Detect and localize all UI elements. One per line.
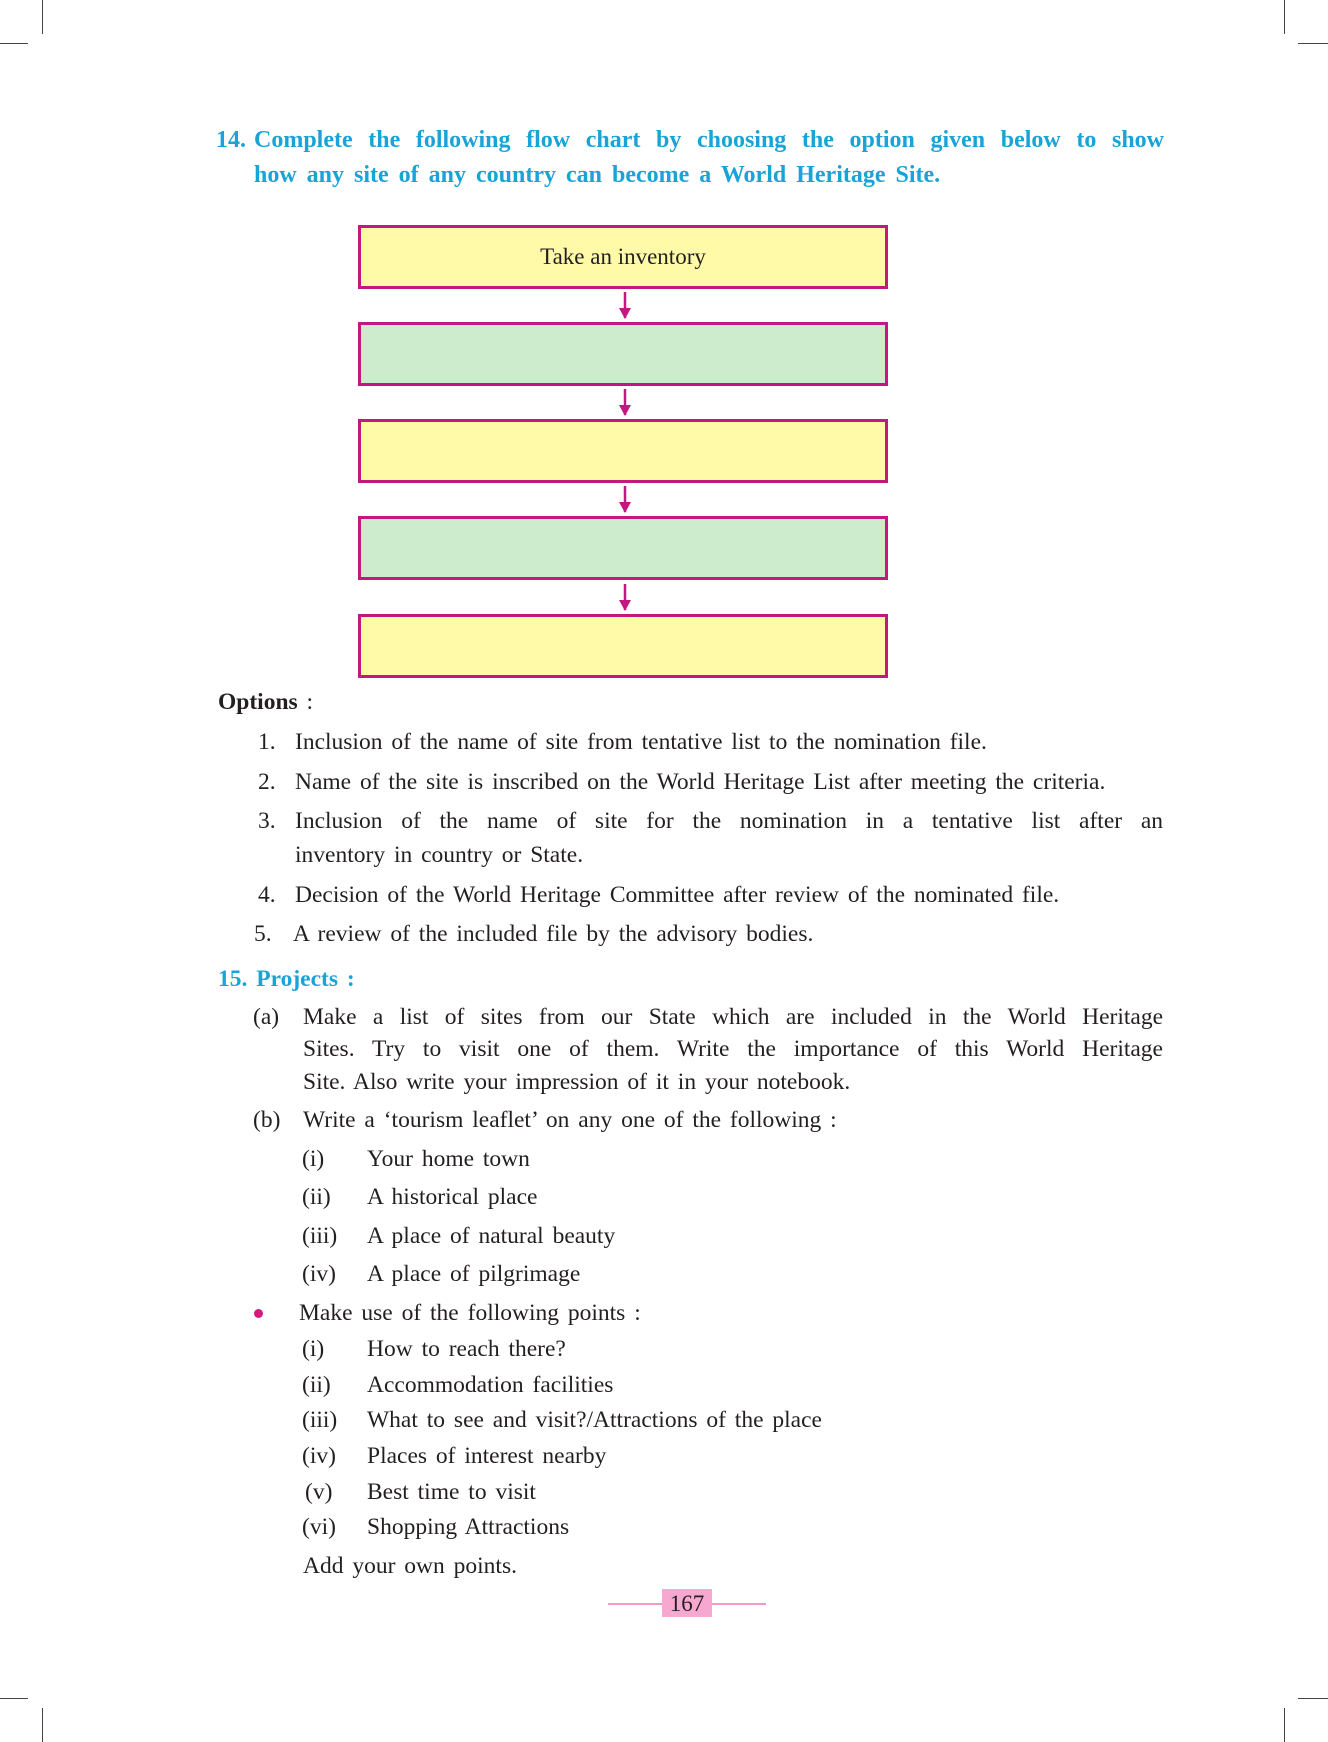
list-item-number: (iv) — [302, 1261, 336, 1287]
flow-box-5[interactable] — [358, 614, 888, 678]
page-number: 167 — [662, 1589, 712, 1617]
list-item-number: (ii) — [302, 1184, 331, 1210]
list-item-number: (v) — [305, 1479, 333, 1505]
flow-box-4[interactable] — [358, 516, 888, 580]
question-text-line-1: Complete the following flow chart by choosing the option given below to show — [254, 127, 1164, 153]
down-arrow-icon — [617, 389, 633, 417]
project-a-label: (a) — [253, 1004, 280, 1030]
option-number: 2. — [258, 769, 276, 795]
option-number: 4. — [258, 882, 276, 908]
crop-mark — [1298, 43, 1328, 44]
list-item-number: (ii) — [302, 1372, 331, 1398]
page-number-rule-right — [710, 1603, 766, 1605]
list-item-number: (iii) — [302, 1223, 338, 1249]
crop-mark — [1298, 1698, 1328, 1699]
option-text: Name of the site is inscribed on the World Heritage List after meeting the criteria. — [295, 769, 1106, 795]
list-item-text: A place of pilgrimage — [367, 1261, 581, 1287]
points-intro: Make use of the following points : — [299, 1300, 641, 1326]
option-text: Inclusion of the name of site from tentative list to the nomination file. — [295, 729, 987, 755]
list-item-number: (iv) — [302, 1443, 336, 1469]
list-item-text: Accommodation facilities — [367, 1372, 614, 1398]
list-item-text: How to reach there? — [367, 1336, 566, 1362]
options-heading — [218, 686, 313, 718]
down-arrow-icon — [617, 584, 633, 612]
crop-mark — [1284, 1708, 1285, 1742]
bullet-icon — [254, 1309, 263, 1318]
project-b-text: Write a ‘tourism leaflet’ on any one of the following : — [303, 1107, 837, 1133]
crop-mark — [1284, 0, 1285, 34]
crop-mark — [0, 1698, 28, 1699]
list-item-number: (i) — [302, 1146, 325, 1172]
projects-heading: 15. Projects : — [218, 966, 355, 992]
option-text: Inclusion of the name of site for the nomination in a tentative list after an — [295, 808, 1163, 834]
crop-mark — [0, 43, 28, 44]
question-text-line-2: how any site of any country can become a World Heritage Site. — [254, 162, 941, 188]
flow-box-1 — [358, 225, 888, 289]
project-a-line-2: Sites. Try to visit one of them. Write the importance of this World Heritage — [303, 1036, 1163, 1062]
list-item-number: (i) — [302, 1336, 325, 1362]
option-number: 3. — [258, 808, 276, 834]
crop-mark — [42, 1708, 43, 1742]
project-a-line-3: Site. Also write your impression of it in your notebook. — [303, 1069, 851, 1095]
question-14-title — [216, 123, 1164, 193]
crop-mark — [42, 0, 43, 34]
list-item-text: A place of natural beauty — [367, 1223, 616, 1249]
project-a-line-1: Make a list of sites from our State which are included in the World Heritage — [303, 1004, 1163, 1030]
option-text: A review of the included file by the advisory bodies. — [293, 921, 814, 947]
option-text: inventory in country or State. — [295, 842, 584, 868]
flow-box-2[interactable] — [358, 322, 888, 386]
options-heading-label: Options — [218, 689, 298, 715]
list-item-text: Best time to visit — [367, 1479, 536, 1505]
project-b-label: (b) — [253, 1107, 281, 1133]
points-footer: Add your own points. — [303, 1553, 517, 1579]
question-number: 14. — [216, 127, 246, 153]
list-item-number: (vi) — [302, 1514, 336, 1540]
flow-box-3[interactable] — [358, 419, 888, 483]
option-text: Decision of the World Heritage Committee after review of the nominated file. — [295, 882, 1060, 908]
option-number: 5. — [254, 921, 272, 947]
page-number-rule-left — [608, 1603, 664, 1605]
down-arrow-icon — [617, 486, 633, 514]
options-heading-colon: : — [306, 689, 314, 715]
list-item-text: What to see and visit?/Attractions of the place — [367, 1407, 822, 1433]
flow-box-1-label: Take an inventory — [540, 244, 706, 269]
option-number: 1. — [258, 729, 276, 755]
list-item-text: A historical place — [367, 1184, 538, 1210]
list-item-text: Shopping Attractions — [367, 1514, 570, 1540]
down-arrow-icon — [617, 292, 633, 320]
list-item-number: (iii) — [302, 1407, 338, 1433]
option-item-continuation — [295, 839, 583, 871]
list-item-text: Your home town — [367, 1146, 530, 1172]
list-item-text: Places of interest nearby — [367, 1443, 607, 1469]
